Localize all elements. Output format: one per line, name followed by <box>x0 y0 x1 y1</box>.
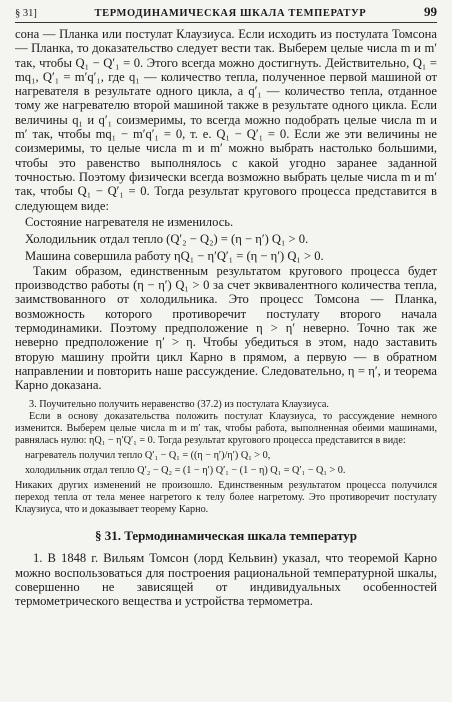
header-section-ref: § 31] <box>15 8 37 19</box>
header-title: ТЕРМОДИНАМИЧЕСКАЯ ШКАЛА ТЕМПЕРАТУР <box>94 8 367 19</box>
running-header <box>15 4 437 23</box>
exercise-heading: 3. Поучительно получить неравенство (37.2) из постулата Клаузиуса. <box>29 398 329 410</box>
exercise-block <box>15 399 437 517</box>
formula-heater: нагреватель получил тепло Q′₁ − Q₁ = ((η − η′)/η′) Q₁ > 0, <box>25 449 271 461</box>
result-state-heater: Состояние нагревателя не изменилось. <box>25 214 234 229</box>
formula-cooler: холодильник отдал тепло Q′₂ − Q₂ = (1 − η′) Q′₁ − (1 − η) Q₁ = Q′₁ − Q₁ > 0. <box>25 465 346 476</box>
paragraph-conclusion: Таким образом, единственным результатом кругового процесса будет производство работы (η − η′) Q₁ > 0 за счет эквивалентного количества тепла, заимствованного от холодильника. Это процесс Томсона — Планка, возможность которого противоречит постулату второго начала термодинамики. Поэтому предположение η > η′ неверно. Точно так же неверно предположение η′ > η. Чтобы убедиться в этом, надо заставить вторую машину пройти цикл Карно в прямом, а первую — в обратном направлении и повторить наше рассуждение. Следовательно, η = η′, и теорема Карно доказана. <box>15 263 437 393</box>
exercise-paragraph: Если в основу доказательства положить постулат Клаузиуса, то рассуждение немного изменится. Выберем целые числа m и m′ так, чтобы работа, выполненная обеими машинами, равнялась нулю: ηQ₁ − η′Q′₁ = 0. Тогда результат кругового процесса представится в виде: <box>15 410 437 446</box>
result-state-cooler: Холодильник отдал тепло (Q′₂ − Q₂) = (η − η′) Q₁ > 0. <box>25 231 309 246</box>
main-text <box>15 27 437 393</box>
page-number: 99 <box>423 4 437 19</box>
section-title: § 31. Термодинамическая шкала температур <box>94 528 358 544</box>
section-paragraph: 1. В 1848 г. Вильям Томсон (лорд Кельвин) указал, что теоремой Карно можно воспользоваться для построения рациональной температурной шкалы, совершенно не зависящей от индивидуальных особенностей термометрического вещества и устройства термометра. <box>15 551 437 609</box>
exercise-conclusion: Никаких других изменений не произошло. Единственным результатом процесса получился переход тепла от тела менее нагретого к телу более нагретому. Это противоречит постулату Клаузиуса, что и доказывает теорему Карно. <box>15 480 437 516</box>
section-text <box>15 551 437 608</box>
paragraph-proof: сона — Планка или постулат Клаузиуса. Если исходить из постулата Томсона — Планка, то доказательство следует вести так. Выберем целые числа m и m′ так, чтобы Q₁ − Q′₁ = 0. Этого всегда можно достигнуть. Действительно, Q₁ = mq₁, Q′₁ = m′q′₁, где q₁ — количество тепла, полученное первой машиной от нагревателя в результате одного цикла, а q′₁ — количество тепла, отданное тому же нагревателю второй машиной также в результате одного цикла. Если величины q₁ и q′₁ соизмеримы, то всегда можно подобрать целые числа m и m′ так, чтобы mq₁ − m′q′₁ = 0, т. е. Q₁ − Q′₁ = 0. Если же эти величины не соизмеримы, то целые числа m и m′ можно выбрать настолько большими, чтобы это равенство выполнялось с какой угодно заранее заданной точностью. Поэтому физически всегда возможно выбрать целые числа m и m′ так, чтобы Q₁ − Q′₁ = 0. Тогда результат кругового процесса представится в следующем виде: <box>15 27 437 213</box>
result-state-work: Машина совершила работу ηQ₁ − η′Q′₁ = (η − η′) Q₁ > 0. <box>25 248 324 263</box>
